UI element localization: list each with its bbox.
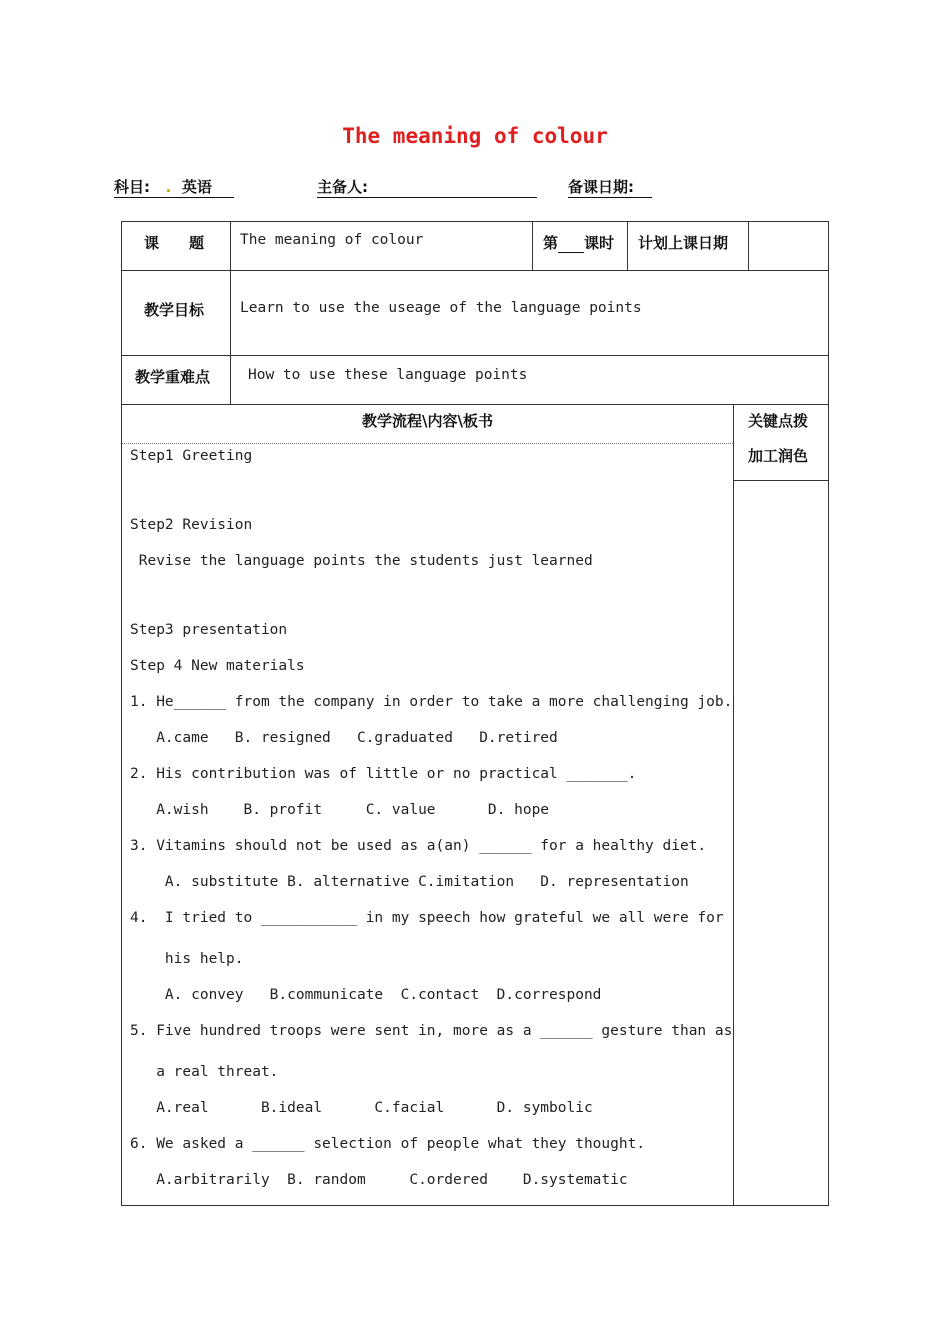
question-3-options: A. substitute B. alternative C.imitation D. representation (130, 874, 689, 890)
question-5-continued: a real threat. (130, 1064, 279, 1080)
subject-label: 科目: (114, 178, 150, 196)
question-6-options: A.arbitrarily B. random C.ordered D.systematic (130, 1172, 628, 1188)
subject-field (114, 176, 234, 198)
question-4-continued: his help. (130, 951, 244, 967)
question-5-options: A.real B.ideal C.facial D. symbolic (130, 1100, 593, 1116)
lesson-prefix: 第 (543, 234, 559, 252)
process-header: 教学流程\内容\板书 (362, 412, 493, 430)
date-label: 备课日期: (568, 178, 634, 196)
content-line-step2: Step2 Revision (130, 517, 253, 533)
question-2-options: A.wish B. profit C. value D. hope (130, 802, 550, 818)
question-1: 1. He______ from the company in order to take a more challenging job. (130, 694, 733, 710)
document-title: The meaning of colour (342, 124, 608, 148)
notes-divider (733, 480, 829, 481)
col-divider (532, 221, 533, 271)
question-1-options: A.came B. resigned C.graduated D.retired (130, 730, 558, 746)
yellow-dot-mark: . (155, 178, 177, 196)
question-3: 3. Vitamins should not be used as a(an) ______ for a healthy diet. (130, 838, 707, 854)
difficulty-value: How to use these language points (248, 367, 528, 383)
subject-value: 英语 (181, 178, 212, 196)
lesson-suffix: 课时 (584, 234, 615, 252)
preparer-label: 主备人: (317, 178, 368, 196)
content-line-revise: Revise the language points the students just learned (130, 553, 593, 569)
row-divider (121, 270, 829, 271)
col-divider (230, 221, 231, 405)
row-divider (121, 355, 829, 356)
question-4-options: A. convey B.communicate C.contact D.correspond (130, 987, 602, 1003)
question-4: 4. I tried to ___________ in my speech how grateful we all were for (130, 910, 724, 926)
topic-label: 课 题 (144, 234, 205, 252)
notes-header-line2: 加工润色 (748, 447, 809, 465)
row-divider (121, 404, 829, 405)
col-divider (627, 221, 628, 271)
question-6: 6. We asked a ______ selection of people what they thought. (130, 1136, 646, 1152)
topic-value: The meaning of colour (240, 232, 424, 248)
planned-date-label: 计划上课日期 (638, 234, 729, 252)
content-line-step3: Step3 presentation (130, 622, 288, 638)
question-2: 2. His contribution was of little or no practical _______. (130, 766, 637, 782)
notes-header-line1: 关键点拨 (748, 412, 809, 430)
difficulty-label: 教学重难点 (135, 368, 211, 386)
lesson-blank (558, 234, 584, 253)
col-divider (748, 221, 749, 271)
col-divider (733, 404, 734, 1206)
content-line-step4: Step 4 New materials (130, 658, 305, 674)
lesson-number (543, 232, 614, 253)
preparer-field (317, 176, 537, 198)
objective-value: Learn to use the useage of the language points (240, 300, 642, 316)
content-line-step1: Step1 Greeting (130, 448, 253, 464)
question-5: 5. Five hundred troops were sent in, more as a ______ gesture than as (130, 1023, 733, 1039)
dotted-divider (122, 443, 733, 444)
date-field (568, 176, 652, 198)
objective-label: 教学目标 (144, 301, 205, 319)
